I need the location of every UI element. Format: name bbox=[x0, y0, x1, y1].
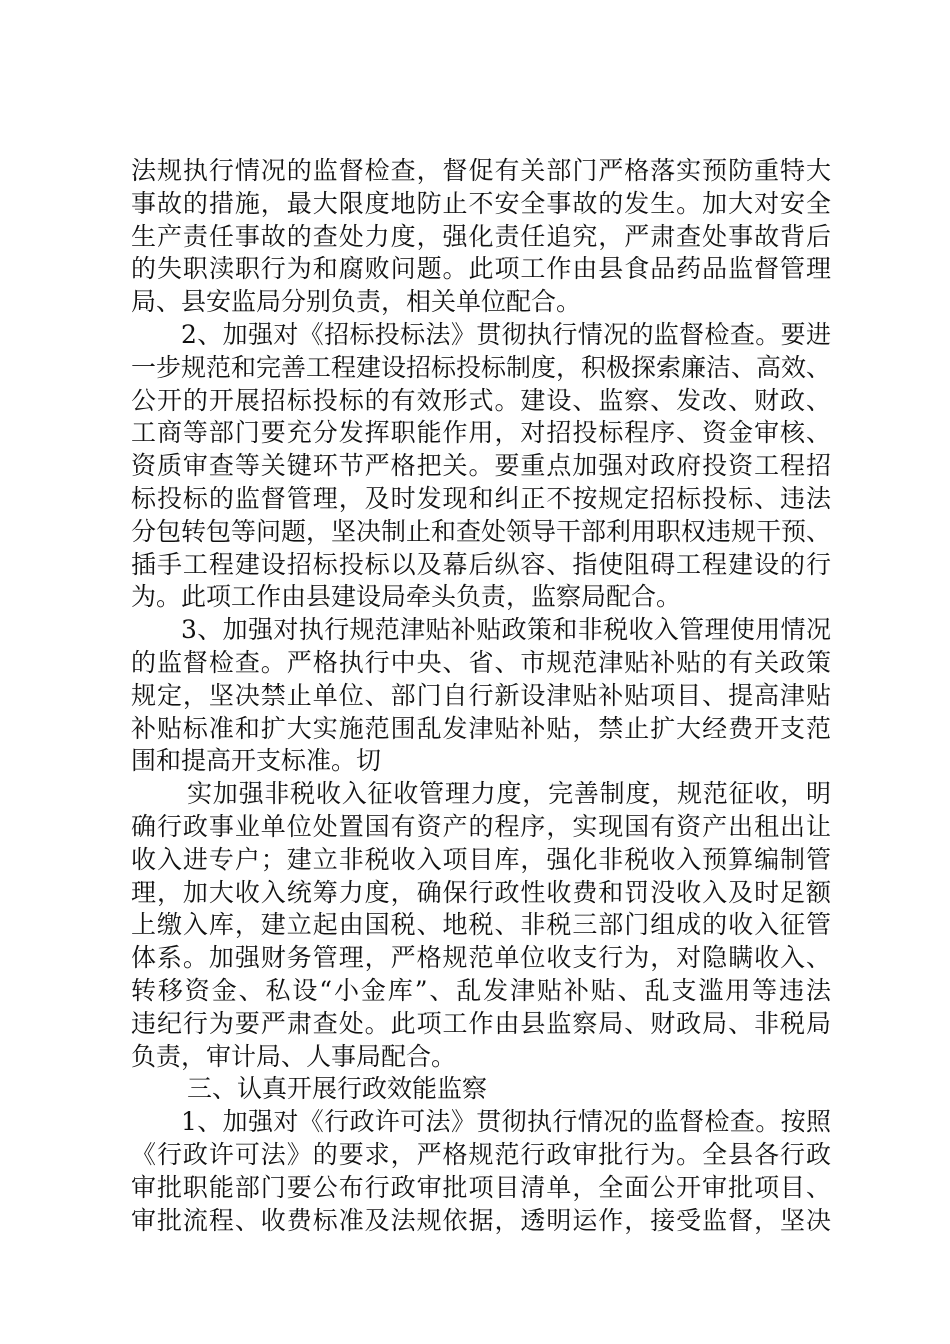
text-line: 3、加强对执行规范津贴补贴政策和非税收入管理使用情况 bbox=[181, 615, 831, 645]
text-line: 负责，审计局、人事局配合。 bbox=[131, 1041, 457, 1071]
text-line: 收入进专户；建立非税收入项目库，强化非税收入预算编制管 bbox=[131, 844, 831, 874]
text-line: 法规执行情况的监督检查，督促有关部门严格落实预防重特大 bbox=[131, 156, 831, 185]
text-line: 围和提高开支标准。切 bbox=[131, 746, 382, 776]
text-line: 补贴标准和扩大实施范围乱发津贴补贴，禁止扩大经费开支范 bbox=[131, 713, 831, 743]
text-line: 1、加强对《行政许可法》贯彻执行情况的监督检查。按照 bbox=[181, 1107, 831, 1137]
text-line: 工商等部门要充分发挥职能作用，对招投标程序、资金审核、 bbox=[131, 418, 831, 448]
text-line: 确行政事业单位处置国有资产的程序，实现国有资产出租出让 bbox=[131, 811, 831, 841]
text-line: 理，加大收入统筹力度，确保行政性收费和罚没收入及时足额 bbox=[131, 877, 831, 907]
text-line: 事故的措施，最大限度地防止不安全事故的发生。加大对安全 bbox=[131, 188, 831, 218]
text-line: 分包转包等问题，坚决制止和查处领导干部利用职权违规干预、 bbox=[131, 516, 832, 546]
text-line: 上缴入库，建立起由国税、地税、非税三部门组成的收入征管 bbox=[131, 910, 831, 940]
text-line: 一步规范和完善工程建设招标投标制度，积极探索廉洁、高效、 bbox=[131, 352, 832, 382]
text-line: 审批流程、收费标准及法规依据，透明运作，接受监督，坚决 bbox=[131, 1205, 831, 1235]
text-line: 的监督检查。严格执行中央、省、市规范津贴补贴的有关政策 bbox=[131, 647, 831, 677]
text-line: 公开的开展招标投标的有效形式。建设、监察、发改、财政、 bbox=[131, 385, 831, 415]
text-line: 实加强非税收入征收管理力度，完善制度，规范征收，明 bbox=[187, 779, 831, 809]
text-line: 为。此项工作由县建设局牵头负责，监察局配合。 bbox=[131, 582, 682, 612]
document-body-text bbox=[131, 155, 831, 1237]
text-line: 《行政许可法》的要求，严格规范行政审批行为。全县各行政 bbox=[131, 1139, 831, 1169]
text-line: 转移资金、私设“小金库”、乱发津贴补贴、乱支滥用等违法 bbox=[131, 975, 831, 1005]
text-line: 标投标的监督管理，及时发现和纠正不按规定招标投标、违法 bbox=[131, 483, 831, 513]
text-line: 2、加强对《招标投标法》贯彻执行情况的监督检查。要进 bbox=[181, 319, 831, 349]
text-line: 的失职渎职行为和腐败问题。此项工作由县食品药品监督管理 bbox=[131, 254, 831, 284]
text-line: 资质审查等关键环节严格把关。要重点加强对政府投资工程招 bbox=[131, 451, 831, 481]
text-line: 审批职能部门要公布行政审批项目清单，全面公开审批项目、 bbox=[131, 1172, 831, 1202]
text-line: 局、县安监局分别负责，相关单位配合。 bbox=[131, 287, 582, 317]
text-line: 三、认真开展行政效能监察 bbox=[187, 1074, 488, 1104]
text-line: 违纪行为要严肃查处。此项工作由县监察局、财政局、非税局 bbox=[131, 1008, 831, 1038]
text-line: 生产责任事故的查处力度，强化责任追究，严肃查处事故背后 bbox=[131, 221, 831, 251]
text-line: 规定，坚决禁止单位、部门自行新设津贴补贴项目、提高津贴 bbox=[131, 680, 831, 710]
text-line: 插手工程建设招标投标以及幕后纵容、指使阻碍工程建设的行 bbox=[131, 549, 831, 579]
text-line: 体系。加强财务管理，严格规范单位收支行为，对隐瞒收入、 bbox=[131, 943, 831, 973]
